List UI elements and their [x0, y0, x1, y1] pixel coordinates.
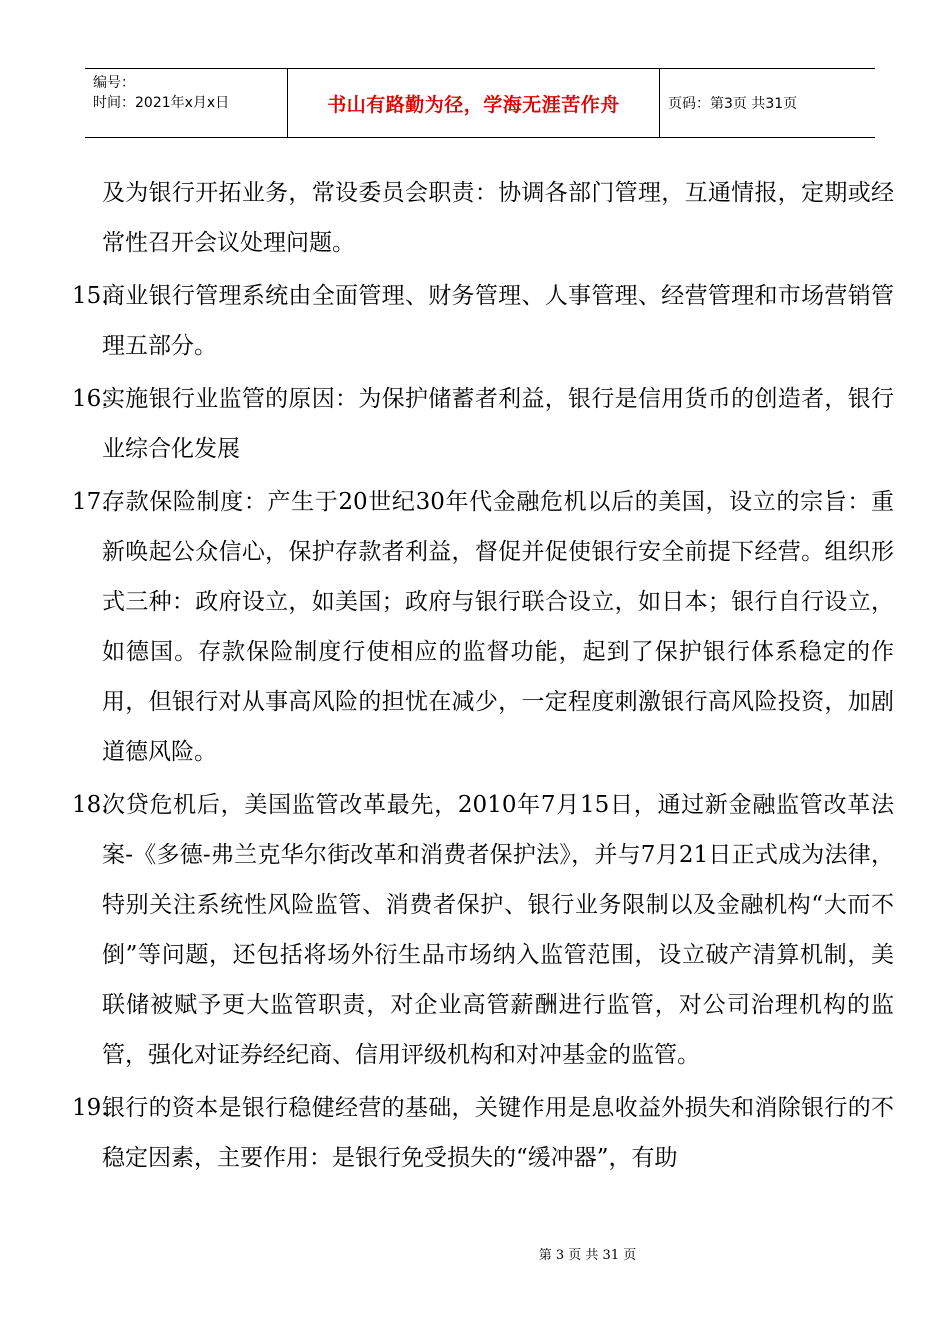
paragraph-number: 19. — [72, 1095, 109, 1121]
paragraph-text: 次贷危机后，美国监管改革最先，2010年7月15日，通过新金融监管改革法案-《多德-弗兰克华尔街改革和消费者保护法》，并与7月21日正式成为法律，特别关注系统性风险监管、消费者保护、银行业务限制以及金融机构“大而不倒”等问题，还包括将场外衍生品市场纳入监管范围，设立破产清算机制，美联储被赋予更大监管职责，对企业高管薪酬进行监管，对公司治理机构的监管，强化对证券经纪商、信用评级机构和对冲基金的监管。 — [102, 792, 894, 1068]
header-page-info: 页码：第3页 共31页 — [668, 96, 798, 112]
paragraph-16 — [72, 374, 894, 474]
paragraph-text: 实施银行业监管的原因：为保护储蓄者利益，银行是信用货币的创造者，银行业综合化发展 — [102, 386, 894, 462]
paragraph-text: 存款保险制度：产生于20世纪30年代金融危机以后的美国，设立的宗旨：重新唤起公众信心，保护存款者利益，督促并促使银行安全前提下经营。组织形式三种：政府设立，如美国；政府与银行联合设立，如日本；银行自行设立，如德国。存款保险制度行使相应的监督功能，起到了保护银行体系稳定的作用，但银行对从事高风险的担忧在减少，一定程度刺激银行高风险投资，加剧道德风险。 — [102, 489, 894, 765]
paragraph-19 — [72, 1083, 894, 1183]
paragraph-18 — [72, 780, 894, 1080]
document-body — [72, 168, 894, 1186]
paragraph-continued — [72, 168, 894, 268]
header-motto: 书山有路勤为径，学海无涯苦作舟 — [288, 69, 660, 137]
paragraph-text: 银行的资本是银行稳健经营的基础，关键作用是息收益外损失和消除银行的不稳定因素，主要作用：是银行免受损失的“缓冲器”，有助 — [102, 1095, 894, 1171]
header-meta — [85, 69, 288, 137]
document-number-label: 编号： — [93, 75, 135, 91]
document-header — [85, 68, 875, 138]
paragraph-text: 商业银行管理系统由全面管理、财务管理、人事管理、经营管理和市场营销管理五部分。 — [102, 283, 894, 359]
paragraph-text: 及为银行开拓业务，常设委员会职责：协调各部门管理，互通情报，定期或经常性召开会议处理问题。 — [102, 180, 894, 256]
paragraph-number: 15. — [72, 283, 109, 309]
paragraph-15 — [72, 271, 894, 371]
paragraph-number: 18. — [72, 792, 109, 818]
paragraph-number — [72, 168, 102, 268]
paragraph-17 — [72, 477, 894, 777]
page-footer: 第 3 页 共 31 页 — [538, 1248, 637, 1263]
document-time: 时间：2021年x月x日 — [93, 95, 230, 111]
paragraph-number: 17. — [72, 489, 109, 515]
paragraph-number: 16. — [72, 386, 109, 412]
